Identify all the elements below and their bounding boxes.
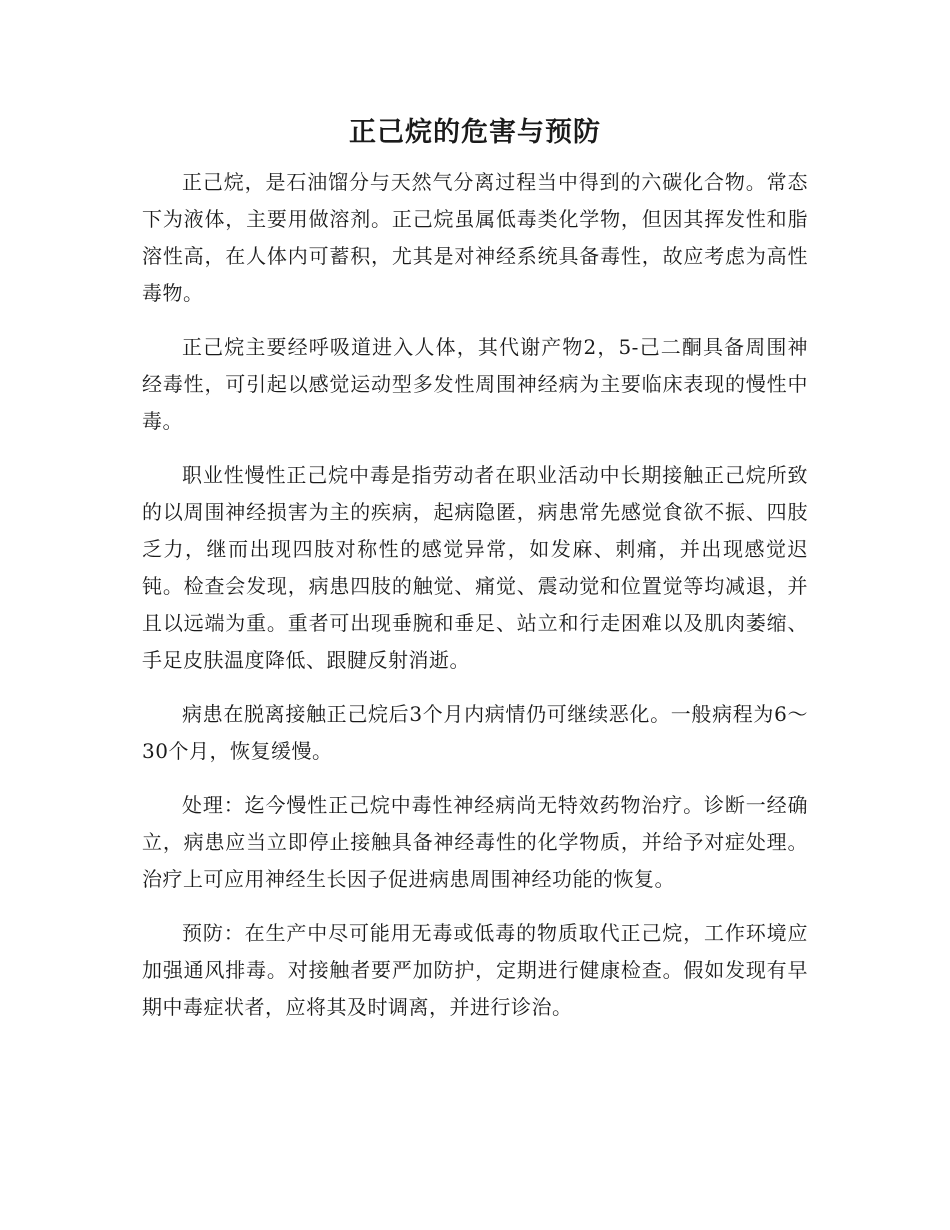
paragraph-course: 病患在脱离接触正己烷后3个月内病情仍可继续恶化。一般病程为6～30个月，恢复缓慢。 (142, 702, 808, 763)
document-page (142, 108, 808, 1043)
paragraph-intro: 正己烷，是石油馏分与天然气分离过程当中得到的六碳化合物。常态下为液体，主要用做溶剂。正己烷虽属低毒类化学物，但因其挥发性和脂溶性高，在人体内可蓄积，尤其是对神经系统具备毒性，故应考虑为高性毒物。 (142, 170, 808, 305)
paragraph-prevention: 预防：在生产中尽可能用无毒或低毒的物质取代正己烷，工作环境应加强通风排毒。对接触者要严加防护，定期进行健康检查。假如发现有早期中毒症状者，应将其及时调离，并进行诊治。 (142, 921, 808, 1019)
paragraph-exposure-route: 正己烷主要经呼吸道进入人体，其代谢产物2，5-己二酮具备周围神经毒性，可引起以感觉运动型多发性周围神经病为主要临床表现的慢性中毒。 (142, 335, 808, 433)
document-title: 正己烷的危害与预防 (349, 117, 601, 148)
paragraph-treatment: 处理：迄今慢性正己烷中毒性神经病尚无特效药物治疗。诊断一经确立，病患应当立即停止接触具备神经毒性的化学物质，并给予对症处理。治疗上可应用神经生长因子促进病患周围神经功能的恢复。 (142, 793, 808, 891)
paragraph-chronic-poisoning: 职业性慢性正己烷中毒是指劳动者在职业活动中长期接触正己烷所致的以周围神经损害为主的疾病，起病隐匿，病患常先感觉食欲不振、四肢乏力，继而出现四肢对称性的感觉异常，如发麻、刺痛，并出现感觉迟钝。检查会发现，病患四肢的触觉、痛觉、震动觉和位置觉等均减退，并且以远端为重。重者可出现垂腕和垂足、站立和行走困难以及肌肉萎缩、手足皮肤温度降低、跟腱反射消逝。 (142, 463, 808, 672)
